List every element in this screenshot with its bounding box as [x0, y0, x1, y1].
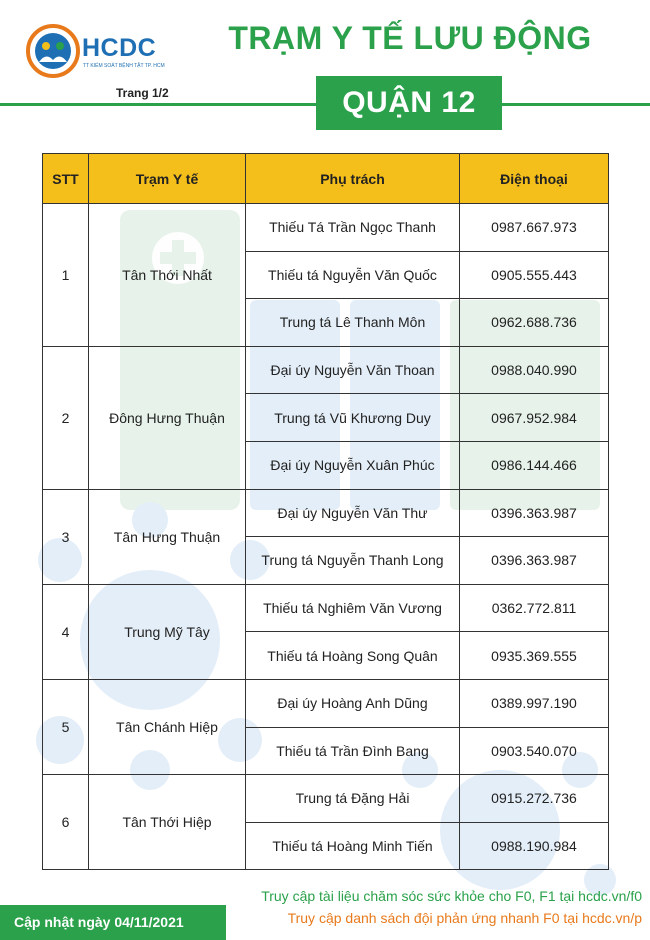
page-title: TRẠM Y TẾ LƯU ĐỘNG — [228, 20, 592, 56]
phone-cell[interactable]: 0987.667.973 — [460, 204, 609, 252]
update-date-bar — [0, 905, 226, 940]
person-cell: Trung tá Đặng Hải — [246, 775, 460, 823]
header-phone: Điện thoại — [460, 154, 609, 204]
logo-text: HCDC — [82, 34, 157, 62]
person-cell: Trung tá Lê Thanh Môn — [246, 299, 460, 347]
header-stt: STT — [43, 154, 89, 204]
person-cell: Trung tá Nguyễn Thanh Long — [246, 537, 460, 585]
phone-cell[interactable]: 0915.272.736 — [460, 775, 609, 823]
district-badge: QUẬN 12 — [316, 76, 502, 130]
person-cell: Thiếu tá Nguyễn Văn Quốc — [246, 251, 460, 299]
person-cell: Trung tá Vũ Khương Duy — [246, 394, 460, 442]
phone-cell[interactable]: 0396.363.987 — [460, 489, 609, 537]
phone-cell[interactable]: 0935.369.555 — [460, 632, 609, 680]
person-cell: Thiếu tá Hoàng Song Quân — [246, 632, 460, 680]
person-cell: Đại úy Nguyễn Văn Thoan — [246, 346, 460, 394]
header-station: Trạm Y tế — [89, 154, 246, 204]
station-cell: Tân Chánh Hiệp — [89, 679, 246, 774]
table-row — [43, 775, 609, 823]
person-cell: Đại úy Hoàng Anh Dũng — [246, 679, 460, 727]
table-row — [43, 346, 609, 394]
person-cell: Thiếu tá Hoàng Minh Tiến — [246, 822, 460, 870]
phone-cell[interactable]: 0389.997.190 — [460, 679, 609, 727]
stt-cell: 6 — [43, 775, 89, 870]
stations-table — [42, 153, 609, 870]
station-cell: Trung Mỹ Tây — [89, 584, 246, 679]
hcdc-logo — [26, 24, 166, 84]
page-header — [0, 0, 650, 140]
stt-cell: 5 — [43, 679, 89, 774]
phone-cell[interactable]: 0967.952.984 — [460, 394, 609, 442]
phone-cell[interactable]: 0905.555.443 — [460, 251, 609, 299]
person-cell: Thiếu tá Trần Đình Bang — [246, 727, 460, 775]
person-cell: Thiếu Tá Trần Ngọc Thanh — [246, 204, 460, 252]
person-cell: Đại úy Nguyễn Xuân Phúc — [246, 441, 460, 489]
stt-cell: 2 — [43, 346, 89, 489]
phone-cell[interactable]: 0903.540.070 — [460, 727, 609, 775]
update-date: Cập nhật ngày 04/11/2021 — [14, 914, 184, 930]
station-cell: Tân Thới Hiệp — [89, 775, 246, 870]
logo-subtitle: TT KIỂM SOÁT BỆNH TẬT TP. HCM — [83, 63, 165, 69]
table-header-row — [43, 154, 609, 204]
table-row — [43, 584, 609, 632]
stt-cell: 4 — [43, 584, 89, 679]
station-cell: Đông Hưng Thuận — [89, 346, 246, 489]
station-cell: Tân Thới Nhất — [89, 204, 246, 347]
stt-cell: 3 — [43, 489, 89, 584]
header-person: Phụ trách — [246, 154, 460, 204]
f0-care-link[interactable]: Truy cập tài liệu chăm sóc sức khỏe cho F0, F1 tại hcdc.vn/f0 — [261, 888, 642, 904]
phone-cell[interactable]: 0988.190.984 — [460, 822, 609, 870]
phone-cell[interactable]: 0962.688.736 — [460, 299, 609, 347]
table-row — [43, 679, 609, 727]
person-cell: Thiếu tá Nghiêm Văn Vương — [246, 584, 460, 632]
phone-cell[interactable]: 0988.040.990 — [460, 346, 609, 394]
phone-cell[interactable]: 0362.772.811 — [460, 584, 609, 632]
table-row — [43, 489, 609, 537]
person-cell: Đại úy Nguyễn Văn Thư — [246, 489, 460, 537]
stt-cell: 1 — [43, 204, 89, 347]
station-cell: Tân Hưng Thuận — [89, 489, 246, 584]
page-indicator: Trang 1/2 — [116, 86, 169, 100]
rapid-response-link[interactable]: Truy cập danh sách đội phản ứng nhanh F0 tại hcdc.vn/p — [287, 910, 642, 926]
phone-cell[interactable]: 0396.363.987 — [460, 537, 609, 585]
phone-cell[interactable]: 0986.144.466 — [460, 441, 609, 489]
table-row — [43, 204, 609, 252]
hcdc-emblem-icon — [26, 24, 80, 78]
footer-links — [261, 888, 642, 930]
